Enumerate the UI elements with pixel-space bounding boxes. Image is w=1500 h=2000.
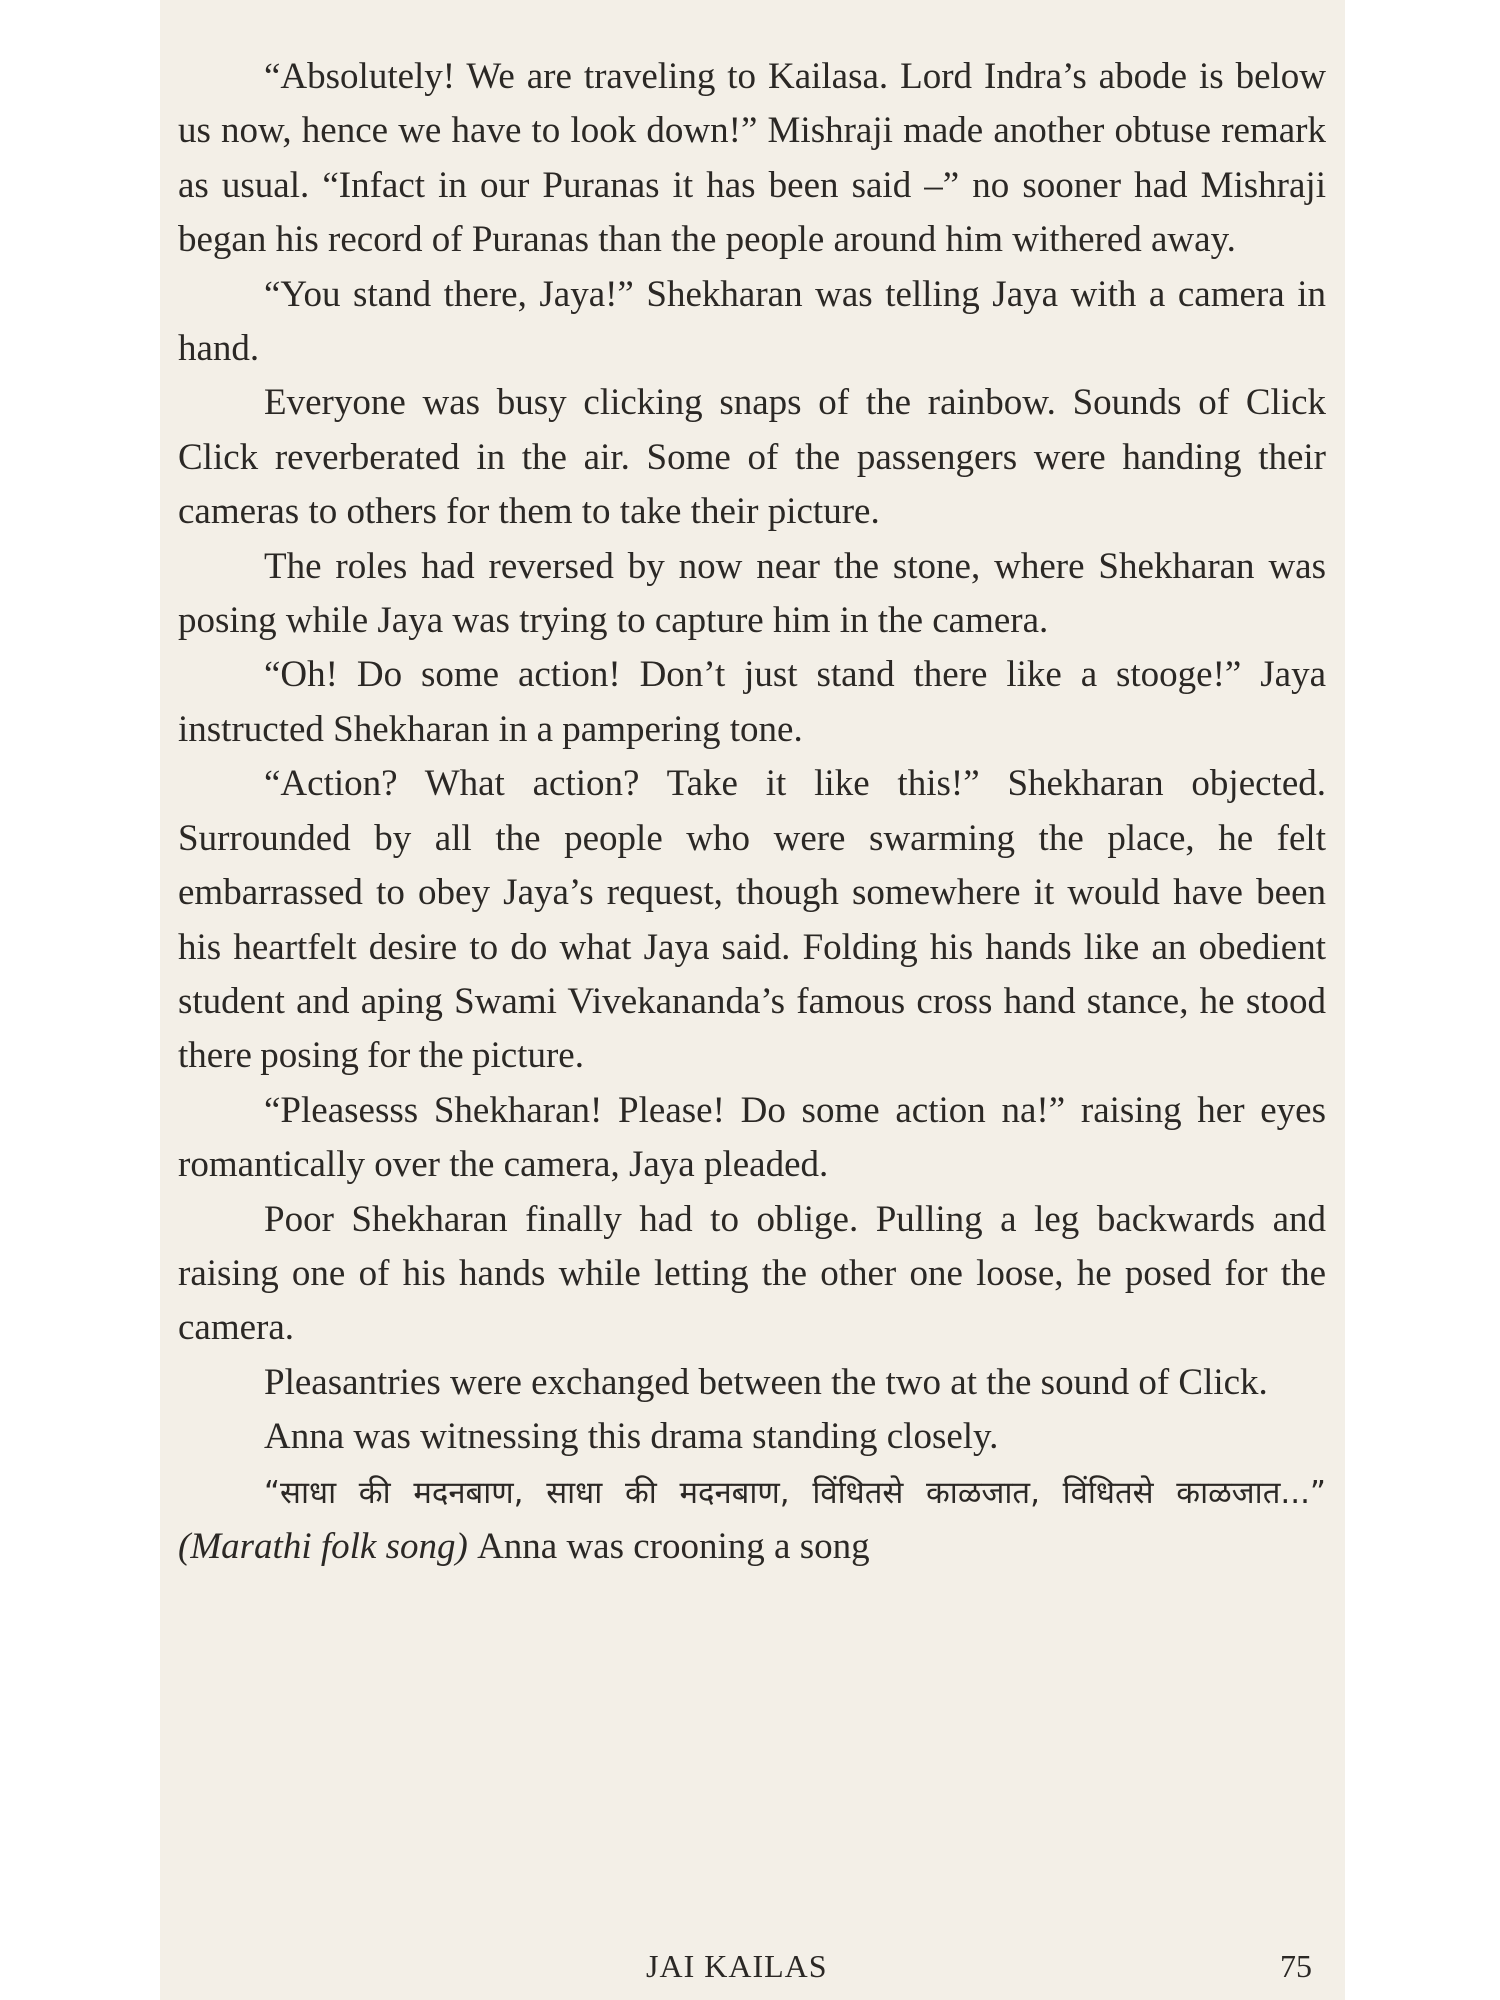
paragraph: Poor Shekharan finally had to oblige. Pulling a leg backwards and raising one of his hands while letting the other one loose, he posed for the camera. bbox=[178, 1198, 1326, 1349]
paragraph: “Oh! Do some action! Don’t just stand there like a stooge!” Jaya instructed Shekharan in a pampering tone. bbox=[178, 654, 1326, 750]
paragraph: Pleasantries were exchanged between the two at the sound of Click. bbox=[264, 1361, 1268, 1403]
paragraph: Everyone was busy clicking snaps of the rainbow. Sounds of Click Click reverberated in the air. Some of the passengers were handing their cameras to others for them to take their picture. bbox=[178, 382, 1326, 533]
song-paragraph bbox=[178, 1465, 1326, 1575]
paragraph-continuation: Anna was crooning a song bbox=[477, 1525, 870, 1567]
book-page bbox=[160, 0, 1345, 2000]
body-text bbox=[178, 50, 1326, 1574]
paragraph: “You stand there, Jaya!” Shekharan was telling Jaya with a camera in hand. bbox=[178, 273, 1326, 370]
running-head: JAI KAILAS bbox=[646, 1948, 828, 1984]
page-number: 75 bbox=[1280, 1948, 1312, 1984]
paragraph: “Action? What action? Take it like this!” Shekharan objected. Surrounded by all the people who were swarming the place, he felt embarrassed to obey Jaya’s request, though somewhere it would have been his heartfelt desire to do what Jaya said. Folding his hands like an obedient student and aping Swami Vivekananda’s famous cross hand stance, he stood there posing for the picture. bbox=[178, 763, 1326, 1077]
song-note: (Marathi folk song) bbox=[178, 1525, 468, 1567]
paragraph: The roles had reversed by now near the stone, where Shekharan was posing while Jaya was trying to capture him in the camera. bbox=[178, 545, 1326, 642]
page-footer bbox=[160, 1948, 1345, 1988]
paragraph: Anna was witnessing this drama standing closely. bbox=[264, 1416, 999, 1458]
paragraph: “Pleasesss Shekharan! Please! Do some action na!” raising her eyes romantically over the camera, Jaya pleaded. bbox=[178, 1089, 1326, 1186]
paragraph: “Absolutely! We are traveling to Kailasa. Lord Indra’s abode is below us now, hence we have to look down!” Mishraji made another obtuse remark as usual. “Infact in our Puranas it has been said –” no sooner had Mishraji began his record of Puranas than the people around him withered away. bbox=[178, 56, 1326, 261]
marathi-song-lyrics: “साधा की मदनबाण, साधा की मदनबाण, विंधितसे काळजात, विंधितसे काळजात...” bbox=[264, 1474, 1326, 1511]
